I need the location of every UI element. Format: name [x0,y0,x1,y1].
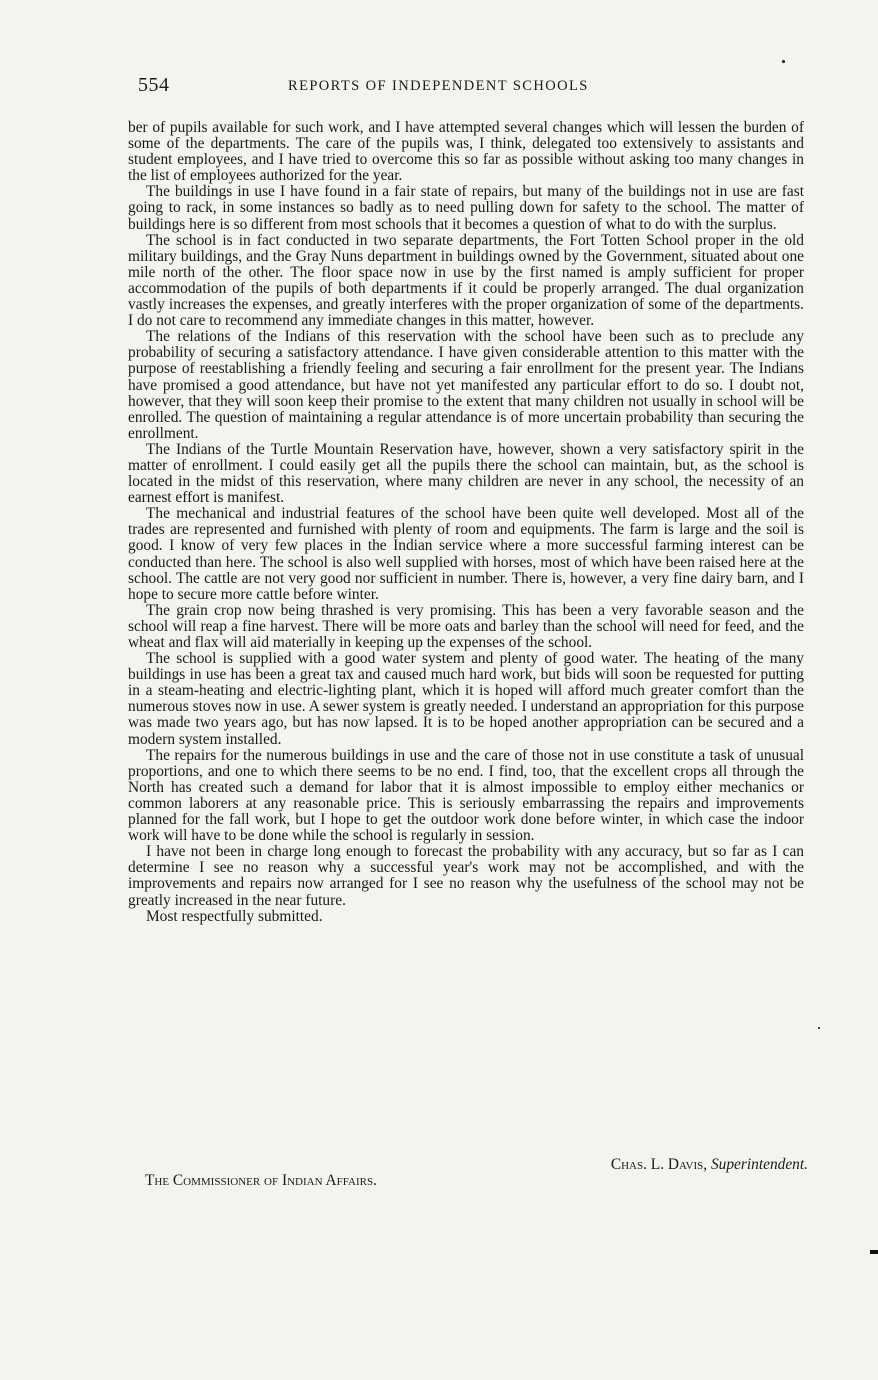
signature-name: Chas. L. Davis, [610,1156,708,1173]
running-head: REPORTS OF INDEPENDENT SCHOOLS [288,78,589,94]
addressee: The Commissioner of Indian Affairs. [145,1172,377,1189]
paragraph-repairs: The repairs for the numerous buildings in use and the care of those not in use constitute a task of unusual proportions, and one to which there seems to be no end. I find, too, that the excellent crops all through the North has created such a demand for labor that it is almost impossible to employ either mechanics or common laborers at any reasonable price. This is seriously embarrassing the repairs and improvements planned for the fall work, but I hope to get the outdoor work done before winter, in which case the indoor work will have to be done while the school is regularly in session. [128,746,804,845]
signature-title: Superintendent. [710,1156,808,1173]
scan-speck-top [782,60,785,63]
page-number: 554 [138,74,170,96]
paragraph-buildings: The buildings in use I have found in a fair state of repairs, but many of the buildings not in use are fast going to rack, in some instances so badly as to need pulling down for safety to the school. The matter of buildings here is so different from most schools that it becomes a question of what to do with the surplus. [128,183,804,233]
paragraph-water-heating: The school is supplied with a good water system and plenty of good water. The heating of the many buildings in use has been a great tax and caused much hard work, but bids will soon be requested for putting in a steam-heating and electric-lighting plant, which it is hoped will afford much greater comfort than the numerous stoves now in use. A sewer system is greatly needed. I understand an appropriation for this purpose was made two years ago, but has now lapsed. It is to be hoped another appropriation can be secured and a modern system installed. [128,650,804,748]
scan-edge-mark [870,1250,878,1254]
paragraph-pupil-care: ber of pupils available for such work, and I have attempted several changes which will lessen the burden of some of the departments. The care of the pupils was, I think, delegated too extensively to assistants and student employees, and I have tried to overcome this so far as possible without asking too many changes in the list of employees authorized for the year. [128,119,804,185]
paragraph-departments: The school is in fact conducted in two separate departments, the Fort Totten School proper in the old military buildings, and the Gray Nuns department in buildings owned by the Government, situated about one mile north of the other. The floor space now in use by the first named is amply sufficient for proper accommodation of the pupils of both departments if it could be properly arranged. The dual organization vastly increases the expenses, and greatly interferes with the proper organization of some of the departments. I do not care to recommend any immediate changes in this matter, however. [128,231,804,330]
report-body [128,120,804,925]
paragraph-attendance: The relations of the Indians of this reservation with the school have been such as to preclude any probability of securing a satisfactory attendance. I have given considerable attention to this matter with the purpose of reestablishing a friendly feeling and securing a fair enrollment for the present year. The Indians have promised a good attendance, but have not yet manifested any particular effort to do so. I doubt not, however, that they will soon keep their promise to the extent that many children not usually in school will be enrolled. The question of maintaining a regular attendance is of more uncertain probability than securing the enrollment. [128,328,804,442]
signature-line [611,1156,808,1174]
paragraph-turtle-mountain: The Indians of the Turtle Mountain Reservation have, however, shown a very satisfactory spirit in the matter of enrollment. I could easily get all the pupils there the school can maintain, but, as the school is located in the midst of this reservation, where many children are never in any school, the necessity of an earnest effort is manifest. [128,440,804,507]
paragraph-outlook: I have not been in charge long enough to forecast the probability with any accuracy, but so far as I can determine I see no reason why a successful year's work may not be accomplished, and with the improvements and repairs now arranged for I see no reason why the usefulness of the school may not be greatly increased in the near future. [128,843,804,909]
paragraph-closing: Most respectfully submitted. [146,907,323,925]
scan-speck-right [818,1027,820,1029]
page-header [138,74,658,100]
paragraph-grain-crop: The grain crop now being thrashed is very promising. This has been a very favorable season and the school will reap a fine harvest. There will be more oats and barley than the school will need for feed, and the wheat and flax will aid materially in keeping up the expenses of the school. [128,601,804,651]
paragraph-industrial: The mechanical and industrial features of the school have been quite well developed. Most all of the trades are represented and furnished with plenty of room and equipments. The farm is large and the soil is good. I know of very few places in the Indian service where a more successful farming interest can be conducted than here. The school is also well supplied with horses, most of which have been raised here at the school. The cattle are not very good nor sufficient in number. There is, however, a very fine dairy barn, and I hope to secure more cattle before winter. [128,505,804,603]
